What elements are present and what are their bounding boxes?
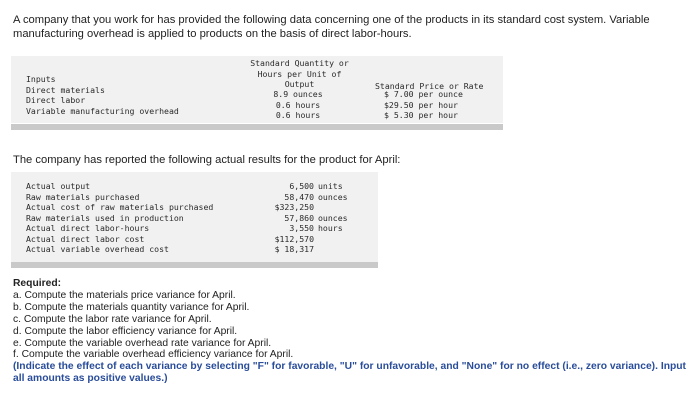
actuals-table-rule — [11, 262, 378, 268]
actual-label: Actual variable overhead cost — [26, 244, 169, 254]
quantity-direct-labor: 0.6 hours — [275, 99, 321, 110]
actual-label: Actual direct labor-hours — [26, 223, 150, 233]
quantity-header-line-1: Standard Quantity or — [250, 58, 349, 68]
actual-value-row — [262, 202, 358, 213]
actual-label: Actual cost of raw materials purchased — [26, 202, 214, 212]
required-item-b: b. Compute the materials quantity variance for April. — [13, 301, 250, 313]
actual-value-row — [262, 181, 358, 192]
actual-value: 58,470 — [284, 191, 314, 202]
inputs-header: Inputs — [26, 74, 56, 84]
actual-value: $112,570 — [274, 233, 314, 244]
quantity-column — [258, 89, 338, 121]
actual-unit: ounces — [318, 191, 348, 202]
input-direct-labor: Direct labor — [26, 95, 86, 105]
actual-value: 57,860 — [284, 212, 314, 223]
actual-value-row — [262, 234, 358, 245]
actual-unit: ounces — [318, 212, 348, 223]
actual-value: $323,250 — [274, 202, 314, 212]
actual-value: 6,500 — [289, 181, 314, 191]
actual-unit: hours — [318, 223, 343, 233]
actual-label: Actual direct labor cost — [26, 233, 145, 244]
actual-label: Raw materials purchased — [26, 191, 140, 202]
actual-unit: units — [318, 181, 343, 191]
price-direct-labor: $29.50 per hour — [384, 99, 458, 110]
actual-unit — [314, 244, 358, 255]
price-variable-overhead: $ 5.30 per hour — [384, 110, 458, 120]
actuals-intro: The company has reported the following actual results for the product for April: — [13, 154, 401, 166]
quantity-header-line-3: Output — [284, 79, 315, 89]
required-item-c: c. Compute the labor rate variance for April. — [13, 313, 212, 325]
intro-paragraph: A company that you work for has provided the following data concerning one of the products in its standard cost system. Variable manufacturing overhead is applied to products on the basis of direct labor-hours. — [13, 14, 650, 40]
actual-value: 3,550 — [289, 223, 314, 233]
input-variable-overhead: Variable manufacturing overhead — [26, 105, 179, 116]
quantity-header-line-2: Hours per Unit of — [257, 68, 342, 79]
actual-label: Raw materials used in production — [26, 212, 184, 223]
required-item-e: e. Compute the variable overhead rate variance for April. — [13, 337, 272, 349]
actual-value-row — [262, 192, 358, 203]
inputs-column — [26, 74, 179, 116]
actual-label: Actual output — [26, 181, 91, 191]
quantity-variable-overhead: 0.6 hours — [275, 110, 321, 120]
price-direct-materials: $ 7.00 per ounce — [384, 89, 463, 99]
required-item-f: f. Compute the variable overhead efficiency variance for April. — [13, 349, 294, 361]
required-item-d: d. Compute the labor efficiency variance for April. — [13, 325, 238, 337]
standards-table-rule — [11, 124, 503, 130]
required-item-a: a. Compute the materials price variance for April. — [13, 289, 236, 301]
quantity-header — [237, 58, 362, 90]
actual-value: $ 18,317 — [274, 244, 314, 254]
required-instructions: (Indicate the effect of each variance by selecting "F" for favorable, "U" for unfavorable, and "None" for no effect (i.e., zero variance). Input all amounts as positive values.) — [13, 361, 686, 385]
actuals-values — [262, 181, 358, 255]
actuals-labels — [26, 181, 213, 255]
actual-value-row — [262, 213, 358, 224]
actual-unit — [314, 234, 358, 245]
price-column — [384, 89, 463, 121]
price-header: Standard Price or Rate — [375, 81, 484, 91]
required-title: Required: — [13, 278, 62, 289]
actual-value-row — [262, 244, 358, 255]
quantity-direct-materials: 8.9 ounces — [273, 89, 323, 99]
actual-unit — [314, 202, 358, 213]
required-section — [13, 278, 693, 385]
actual-value-row — [262, 223, 358, 234]
input-direct-materials: Direct materials — [26, 84, 105, 95]
